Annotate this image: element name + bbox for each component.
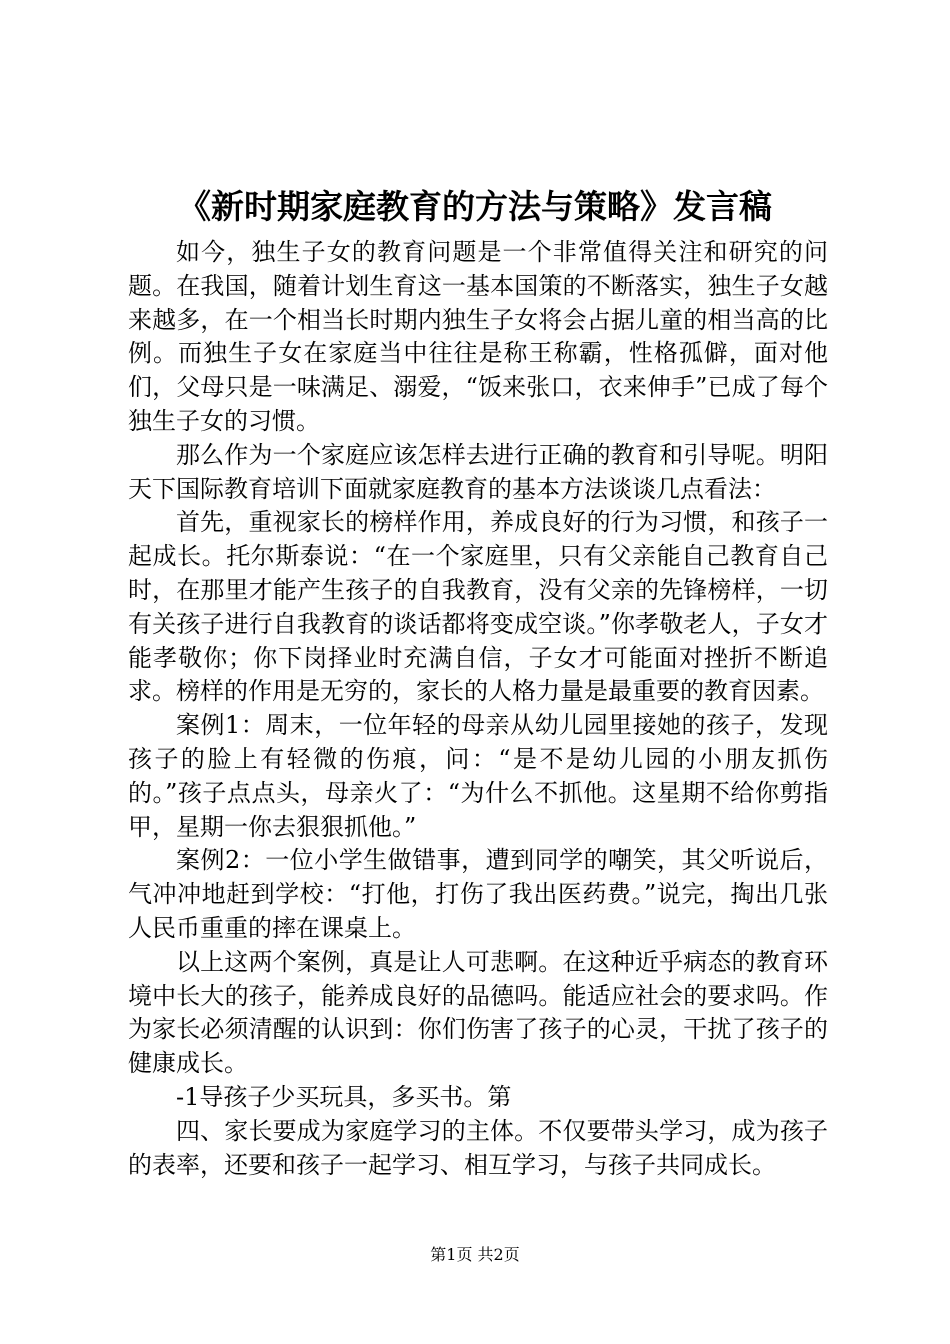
paragraph-question: 那么作为一个家庭应该怎样去进行正确的教育和引导呢。明阳天下国际教育培训下面就家庭教育的基本方法谈谈几点看法： — [128, 440, 828, 503]
page-footer: 第1页 共2页 — [430, 1245, 520, 1264]
paragraph-role-model: 首先，重视家长的榜样作用，养成良好的行为习惯，和孩子一起成长。托尔斯泰说：“在一个家庭里，只有父亲能自己教育自己时，在那里才能产生孩子的自我教育，没有父亲的先锋榜样，一切有关孩子进行自我教育的谈话都将变成空谈。”你孝敬老人，子女才能孝敬你；你下岗择业时充满自信，子女才可能面对挫折不断追求。榜样的作用是无穷的，家长的人格力量是最重要的教育因素。 — [128, 508, 828, 706]
paragraph-case-1: 案例1：周末，一位年轻的母亲从幼儿园里接她的孩子，发现孩子的脸上有轻微的伤痕，问：“是不是幼儿园的小朋友抓伤的。”孩子点点头，母亲火了：“为什么不抓他。这星期不给你剪指甲，星期一你去狠狠抓他。” — [128, 711, 828, 841]
paragraph-intro: 如今，独生子女的教育问题是一个非常值得关注和研究的问题。在我国，随着计划生育这一基本国策的不断落实，独生子女越来越多，在一个相当长时期内独生子女将会占据儿童的相当高的比例。而独生子女在家庭当中往往是称王称霸，性格孤僻，面对他们，父母只是一味满足、溺爱，“饭来张口，衣来伸手”已成了每个独生子女的习惯。 — [128, 238, 828, 435]
paragraph-point-four: 四、家长要成为家庭学习的主体。不仅要带头学习，成为孩子的表率，还要和孩子一起学习、相互学习，与孩子共同成长。 — [128, 1116, 828, 1179]
paragraph-fragment: -1导孩子少买玩具，多买书。第 — [176, 1082, 512, 1111]
document-body — [128, 236, 828, 1182]
document-title: 《新时期家庭教育的方法与策略》发言稿 — [178, 187, 772, 226]
paragraph-reflection: 以上这两个案例，真是让人可悲啊。在这种近乎病态的教育环境中长大的孩子，能养成良好的品德吗。能适应社会的要求吗。作为家长必须清醒的认识到：你们伤害了孩子的心灵，干扰了孩子的健康成长。 — [128, 947, 828, 1078]
paragraph-case-2: 案例2：一位小学生做错事，遭到同学的嘲笑，其父听说后，气冲冲地赶到学校：“打他，打伤了我出医药费。”说完，掏出几张人民币重重的摔在课桌上。 — [128, 846, 828, 942]
